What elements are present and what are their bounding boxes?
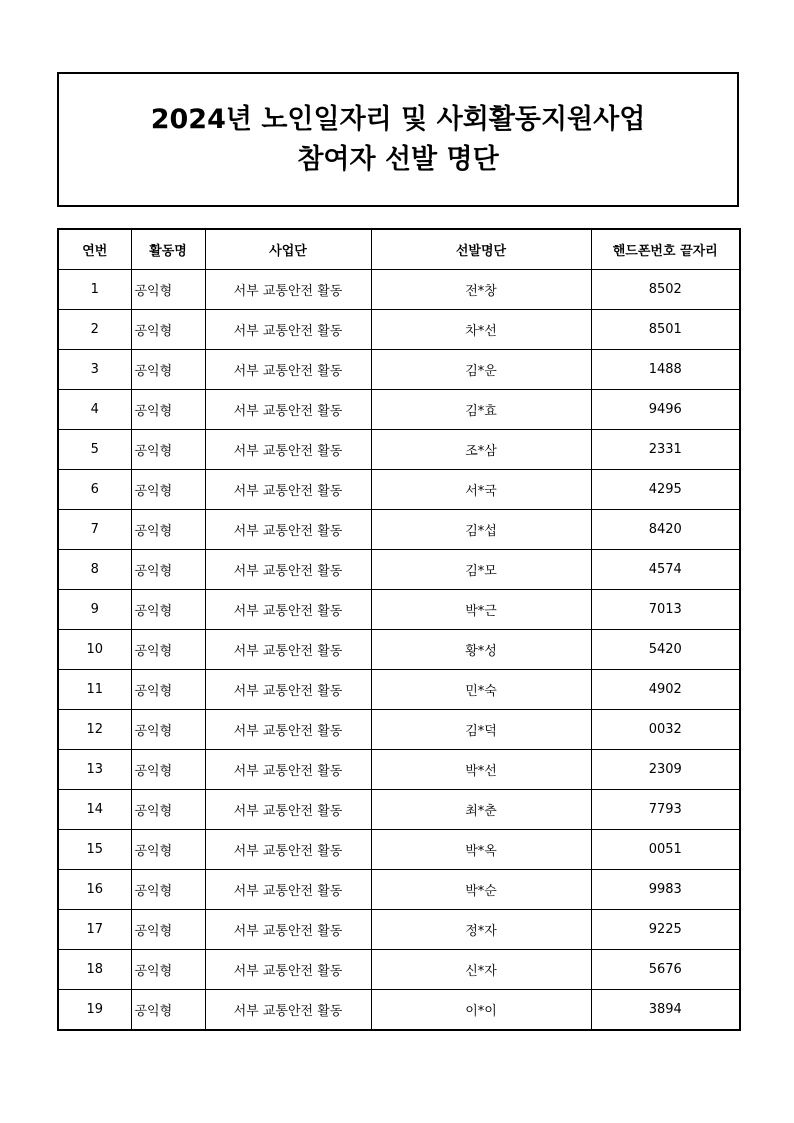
document-title: 2024년 노인일자리 및 사회활동지원사업 — [150, 103, 646, 135]
serial-cell: 14 — [58, 790, 131, 830]
type-cell: 공익형 — [131, 310, 205, 350]
phone-cell: 8502 — [591, 270, 740, 310]
table-row — [58, 310, 740, 350]
name-cell: 박*선 — [371, 750, 591, 790]
name-cell: 박*근 — [371, 590, 591, 630]
type-cell: 공익형 — [131, 830, 205, 870]
table-row — [58, 430, 740, 470]
name-cell: 차*선 — [371, 310, 591, 350]
project-cell: 서부 교통안전 활동 — [205, 670, 371, 710]
type-cell: 공익형 — [131, 630, 205, 670]
table-row — [58, 510, 740, 550]
project-cell: 서부 교통안전 활동 — [205, 710, 371, 750]
project-cell: 서부 교통안전 활동 — [205, 630, 371, 670]
table-row — [58, 710, 740, 750]
table-row — [58, 350, 740, 390]
header-selected-name: 선발명단 — [371, 229, 591, 270]
project-cell: 서부 교통안전 활동 — [205, 750, 371, 790]
table-row — [58, 270, 740, 310]
name-cell: 이*이 — [371, 990, 591, 1031]
phone-cell: 2331 — [591, 430, 740, 470]
phone-cell: 9225 — [591, 910, 740, 950]
name-cell: 김*운 — [371, 350, 591, 390]
table-row — [58, 790, 740, 830]
type-cell: 공익형 — [131, 790, 205, 830]
project-cell: 서부 교통안전 활동 — [205, 910, 371, 950]
table-row — [58, 390, 740, 430]
table-row — [58, 910, 740, 950]
header-phone-last-digits: 핸드폰번호 끝자리 — [591, 229, 740, 270]
table-row — [58, 630, 740, 670]
table-row — [58, 670, 740, 710]
table-row — [58, 830, 740, 870]
project-cell: 서부 교통안전 활동 — [205, 590, 371, 630]
type-cell: 공익형 — [131, 870, 205, 910]
type-cell: 공익형 — [131, 430, 205, 470]
type-cell: 공익형 — [131, 550, 205, 590]
type-cell: 공익형 — [131, 270, 205, 310]
name-cell: 김*덕 — [371, 710, 591, 750]
phone-cell: 7793 — [591, 790, 740, 830]
serial-cell: 12 — [58, 710, 131, 750]
name-cell: 조*삼 — [371, 430, 591, 470]
table-body — [58, 270, 740, 1031]
type-cell: 공익형 — [131, 390, 205, 430]
table-row — [58, 750, 740, 790]
serial-cell: 7 — [58, 510, 131, 550]
serial-cell: 15 — [58, 830, 131, 870]
phone-cell: 8501 — [591, 310, 740, 350]
serial-cell: 18 — [58, 950, 131, 990]
type-cell: 공익형 — [131, 710, 205, 750]
table-row — [58, 990, 740, 1031]
phone-cell: 0032 — [591, 710, 740, 750]
name-cell: 최*춘 — [371, 790, 591, 830]
project-cell: 서부 교통안전 활동 — [205, 430, 371, 470]
phone-cell: 8420 — [591, 510, 740, 550]
type-cell: 공익형 — [131, 950, 205, 990]
phone-cell: 9983 — [591, 870, 740, 910]
name-cell: 김*섭 — [371, 510, 591, 550]
name-cell: 전*창 — [371, 270, 591, 310]
serial-cell: 11 — [58, 670, 131, 710]
phone-cell: 4902 — [591, 670, 740, 710]
type-cell: 공익형 — [131, 910, 205, 950]
phone-cell: 1488 — [591, 350, 740, 390]
header-serial: 연번 — [58, 229, 131, 270]
document-subtitle: 참여자 선발 명단 — [297, 143, 499, 175]
type-cell: 공익형 — [131, 510, 205, 550]
serial-cell: 17 — [58, 910, 131, 950]
project-cell: 서부 교통안전 활동 — [205, 350, 371, 390]
project-cell: 서부 교통안전 활동 — [205, 270, 371, 310]
name-cell: 김*효 — [371, 390, 591, 430]
type-cell: 공익형 — [131, 990, 205, 1031]
table-row — [58, 870, 740, 910]
project-cell: 서부 교통안전 활동 — [205, 510, 371, 550]
serial-cell: 2 — [58, 310, 131, 350]
serial-cell: 10 — [58, 630, 131, 670]
type-cell: 공익형 — [131, 470, 205, 510]
table-row — [58, 950, 740, 990]
participant-table — [57, 228, 741, 1031]
name-cell: 서*국 — [371, 470, 591, 510]
name-cell: 신*자 — [371, 950, 591, 990]
serial-cell: 19 — [58, 990, 131, 1031]
serial-cell: 4 — [58, 390, 131, 430]
phone-cell: 5676 — [591, 950, 740, 990]
phone-cell: 4295 — [591, 470, 740, 510]
type-cell: 공익형 — [131, 670, 205, 710]
project-cell: 서부 교통안전 활동 — [205, 870, 371, 910]
serial-cell: 1 — [58, 270, 131, 310]
phone-cell: 4574 — [591, 550, 740, 590]
name-cell: 박*순 — [371, 870, 591, 910]
serial-cell: 8 — [58, 550, 131, 590]
phone-cell: 5420 — [591, 630, 740, 670]
table-row — [58, 590, 740, 630]
type-cell: 공익형 — [131, 750, 205, 790]
phone-cell: 0051 — [591, 830, 740, 870]
project-cell: 서부 교통안전 활동 — [205, 990, 371, 1031]
table-header-row — [58, 229, 740, 270]
header-project: 사업단 — [205, 229, 371, 270]
project-cell: 서부 교통안전 활동 — [205, 950, 371, 990]
name-cell: 박*옥 — [371, 830, 591, 870]
type-cell: 공익형 — [131, 590, 205, 630]
project-cell: 서부 교통안전 활동 — [205, 550, 371, 590]
project-cell: 서부 교통안전 활동 — [205, 830, 371, 870]
phone-cell: 3894 — [591, 990, 740, 1031]
serial-cell: 16 — [58, 870, 131, 910]
name-cell: 민*숙 — [371, 670, 591, 710]
project-cell: 서부 교통안전 활동 — [205, 310, 371, 350]
serial-cell: 9 — [58, 590, 131, 630]
name-cell: 정*자 — [371, 910, 591, 950]
project-cell: 서부 교통안전 활동 — [205, 390, 371, 430]
project-cell: 서부 교통안전 활동 — [205, 470, 371, 510]
name-cell: 김*모 — [371, 550, 591, 590]
serial-cell: 6 — [58, 470, 131, 510]
phone-cell: 7013 — [591, 590, 740, 630]
type-cell: 공익형 — [131, 350, 205, 390]
phone-cell: 9496 — [591, 390, 740, 430]
title-box — [57, 72, 739, 207]
header-activity-type: 활동명 — [131, 229, 205, 270]
phone-cell: 2309 — [591, 750, 740, 790]
table-row — [58, 470, 740, 510]
table-row — [58, 550, 740, 590]
project-cell: 서부 교통안전 활동 — [205, 790, 371, 830]
name-cell: 황*성 — [371, 630, 591, 670]
serial-cell: 3 — [58, 350, 131, 390]
serial-cell: 5 — [58, 430, 131, 470]
serial-cell: 13 — [58, 750, 131, 790]
